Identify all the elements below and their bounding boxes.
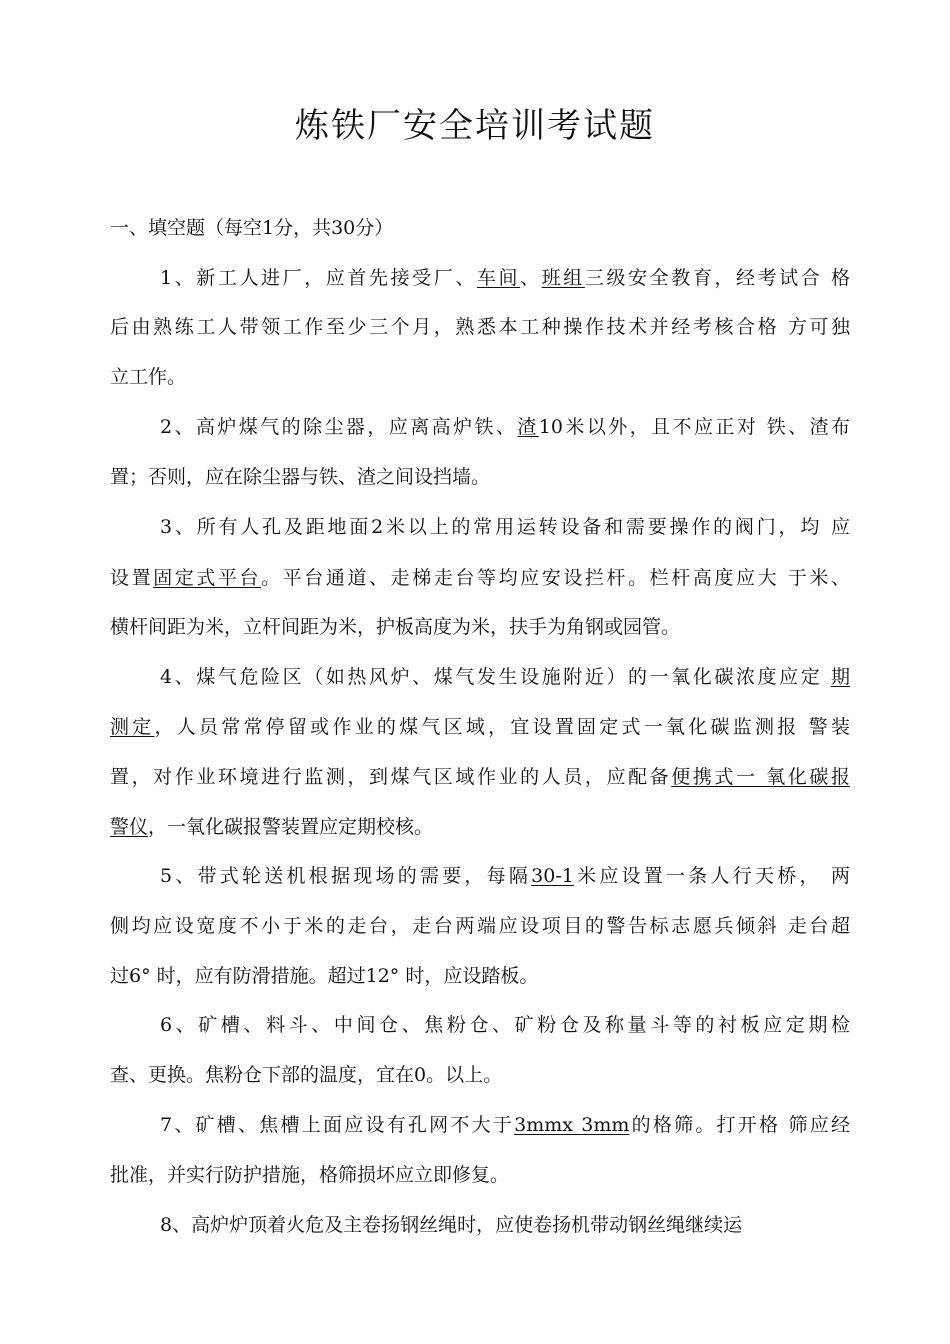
text-run: 查、更换。焦粉仓下部的温度，宜在0。以上。	[110, 1064, 503, 1086]
text-run: 3、所有人孔及距地面2米以上的常用运转设备和需要操作的阀门，均 应	[160, 516, 850, 538]
page-title: 炼铁厂安全培训考试题	[295, 106, 655, 146]
text-run: 置；否则，应在除尘器与铁、渣之间设挡墙。	[110, 466, 491, 488]
text-line	[110, 363, 186, 391]
answer-underline: 测定	[110, 716, 155, 738]
answer-underline: 警仪	[110, 816, 149, 838]
text-run: 7、矿槽、焦槽上面应设有孔网不大于	[160, 1114, 515, 1136]
text-run: 5、带式轮送机根据现场的需要，每隔	[160, 865, 532, 887]
text-line	[110, 763, 850, 791]
text-run: 后由熟练工人带领工作至少三个月，熟悉本工种操作技术并经考核合格 方可独	[110, 316, 850, 338]
answer-underline: 班组	[541, 267, 585, 289]
text-line	[110, 1061, 502, 1089]
text-run: 设置	[110, 567, 154, 589]
text-run: 4、煤气危险区（如热风炉、煤气发生设施附近）的一氧化碳浓度应定	[160, 666, 831, 688]
text-run: 批准，并实行防护措施，格筛损坏应立即修复。	[110, 1164, 510, 1186]
text-line	[160, 663, 850, 691]
text-line	[160, 1011, 850, 1039]
text-run: 。平台通道、走梯走台等均应安设拦杆。栏杆高度应大 于米、	[261, 567, 850, 589]
text-line	[110, 564, 850, 592]
section-heading: 一、填空题（每空1分，共30分）	[110, 217, 394, 239]
text-run: 置，对作业环境进行监测，到煤气区域作业的人员，应配备	[110, 766, 672, 788]
text-line	[110, 613, 680, 641]
text-run: 2、高炉煤气的除尘器，应离高炉铁、	[160, 416, 518, 438]
answer-underline: 车间	[476, 267, 521, 289]
text-run: ，一氧化碳报警装置应定期校核。	[148, 816, 434, 838]
text-run: 10米以外，且不应正对 铁、渣布	[538, 416, 850, 438]
answer-underline: 3mmx 3mm	[514, 1114, 630, 1136]
text-run: 、	[520, 267, 542, 289]
text-line	[160, 1211, 742, 1239]
text-line	[110, 313, 850, 341]
text-line	[160, 1111, 850, 1139]
text-line	[110, 1161, 509, 1189]
text-run: 6、矿槽、料斗、中间仓、焦粉仓、矿粉仓及称量斗等的衬板应定期检	[160, 1014, 850, 1036]
answer-underline: 渣	[517, 416, 539, 438]
text-line	[160, 862, 850, 890]
text-run: 1、新工人进厂，应首先接受厂、	[160, 267, 477, 289]
text-run: 的格筛。打开格 筛应经	[629, 1114, 851, 1136]
text-run: 过6° 时，应有防滑措施。超过12° 时，应设踏板。	[110, 965, 539, 987]
text-run: 横杆间距为米，立杆间距为米，护板高度为米，扶手为角钢或园管。	[110, 616, 681, 638]
text-line	[110, 463, 490, 491]
text-run: 8、高炉炉顶着火危及主卷扬钢丝绳时，应使卷扬机带动钢丝绳继续运	[160, 1214, 743, 1236]
text-line	[160, 513, 850, 541]
text-line	[110, 962, 538, 990]
text-run: 侧均应设宽度不小于米的走台，走台两端应设项目的警告标志愿兵倾斜 走台超	[110, 915, 850, 937]
text-line	[110, 813, 433, 841]
answer-underline: 期	[830, 666, 850, 688]
answer-underline: 便携式一 氧化碳报	[671, 766, 850, 788]
text-line	[110, 713, 850, 741]
text-line	[160, 264, 850, 292]
answer-underline: 30-1	[531, 865, 574, 887]
text-run: 米应设置一条人行天桥， 两	[573, 865, 850, 887]
text-run: ，人员常常停留或作业的煤气区域，宜设置固定式一氧化碳监测报 警装	[154, 716, 850, 738]
text-run: 立工作。	[110, 366, 187, 388]
answer-underline: 固定式平台	[153, 567, 262, 589]
text-line	[160, 413, 850, 441]
text-run: 三级安全教育，经考试合 格	[584, 267, 850, 289]
text-line	[110, 912, 850, 940]
